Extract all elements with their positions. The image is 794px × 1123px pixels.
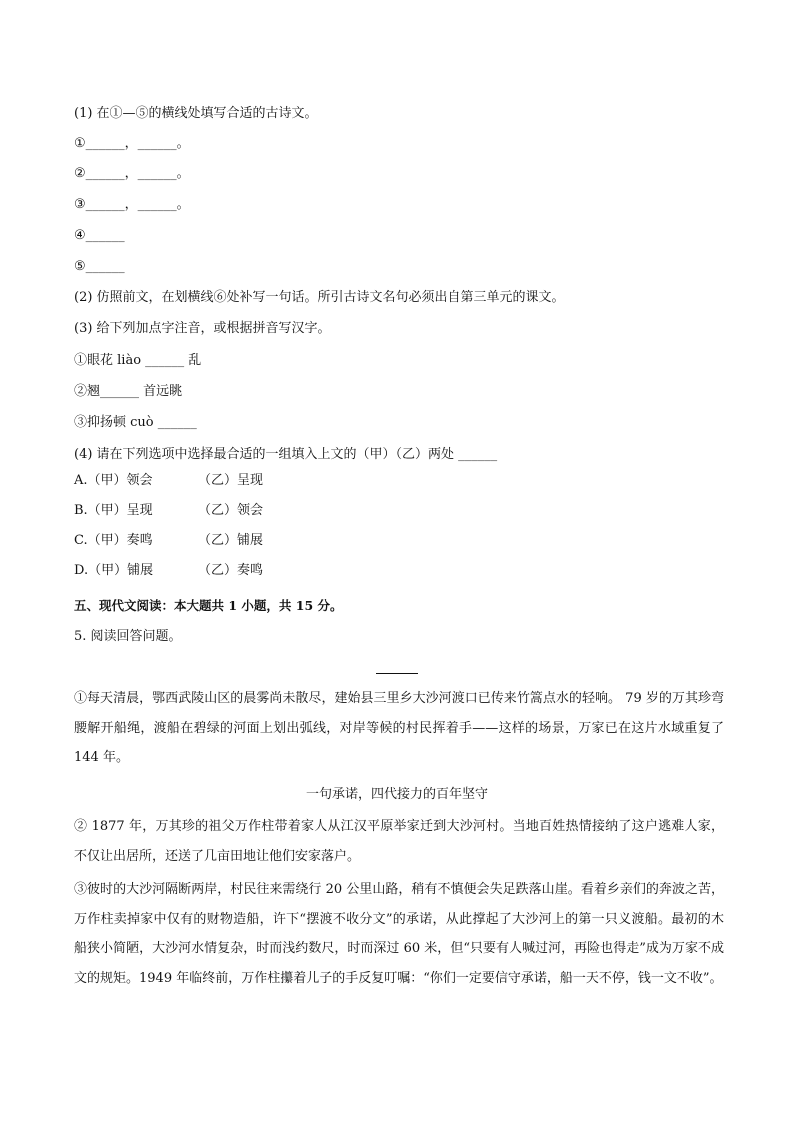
question-4-4: (4) 请在下列选项中选择最合适的一组填入上文的（甲）（乙）两处 ______ <box>74 447 498 462</box>
option-d-jia: D.（甲）铺展 <box>74 563 154 578</box>
section-5-heading: 五、现代文阅读：本大题共 1 小题，共 15 分。 <box>74 598 343 613</box>
blank-line-1: ①______，______。 <box>74 136 190 151</box>
blank-line-4: ④______ <box>74 228 125 243</box>
option-d-yi: （乙）奏鸣 <box>198 563 264 578</box>
option-b <box>74 502 263 520</box>
option-c <box>74 532 263 550</box>
option-a-yi: （乙）呈现 <box>198 473 264 488</box>
option-d <box>74 562 263 580</box>
question-4-3: (3) 给下列加点字注音，或根据拼音写汉字。 <box>74 321 331 336</box>
question-4-2: (2) 仿照前文，在划横线⑥处补写一句话。所引古诗文名句必须出自第三单元的课文。 <box>74 290 565 305</box>
pinyin-item-2: ②翘______ 首远眺 <box>74 384 183 399</box>
question-4-1: (1) 在①—⑤的横线处填写合适的古诗文。 <box>74 106 318 121</box>
pinyin-item-1: ①眼花 liào ______ 乱 <box>74 353 202 368</box>
pinyin-item-3: ③抑扬顿 cuò ______ <box>74 415 197 430</box>
question-5: 5. 阅读回答问题。 <box>74 629 182 644</box>
blank-line-3: ③______，______。 <box>74 197 190 212</box>
blank-line-2: ②______，______。 <box>74 166 190 181</box>
option-b-yi: （乙）领会 <box>198 503 264 518</box>
paragraph-1: ①每天清晨，鄂西武陵山区的晨雾尚未散尽，建始县三里乡大沙河渡口已传来竹篙点水的轻响。 79 岁的万其珍弯腰解开船绳，渡船在碧绿的河面上划出弧线，对岸等候的村民挥着手——这样的场景，万家已在这片水域重复了 144 年。 <box>74 691 724 765</box>
title-blank <box>376 673 418 674</box>
option-c-jia: C.（甲）奏鸣 <box>74 533 153 548</box>
paragraph-2: ② 1877 年，万其珍的祖父万作柱带着家人从江汉平原举家迁到大沙河村。当地百姓热情接纳了这户逃难人家，不仅让出居所，还送了几亩田地让他们安家落户。 <box>74 819 724 864</box>
option-c-yi: （乙）铺展 <box>198 533 264 548</box>
blank-line-5: ⑤______ <box>74 259 125 274</box>
option-a <box>74 472 263 490</box>
paragraph-3: ③彼时的大沙河隔断两岸，村民往来需绕行 20 公里山路，稍有不慎便会失足跌落山崖。看着乡亲们的奔波之苦，万作柱卖掉家中仅有的财物造船，许下“摆渡不收分文”的承诺，从此撑起了大沙河上的第一只义渡船。最初的木船狭小简陋，大沙河水情复杂，时而浅约数尺，时而深过 60 米，但“只要有人喊过河，再险也得走”成为万家不成文的规矩。1949 年临终前，万作柱攥着儿子的手反复叮嘱：“你们一定要信守承诺，船一天不停，钱一文不收”。 <box>74 882 724 986</box>
section-subtitle: 一句承诺，四代接力的百年坚守 <box>305 787 488 802</box>
option-b-jia: B.（甲）呈现 <box>74 503 153 518</box>
option-a-jia: A.（甲）领会 <box>74 473 153 488</box>
